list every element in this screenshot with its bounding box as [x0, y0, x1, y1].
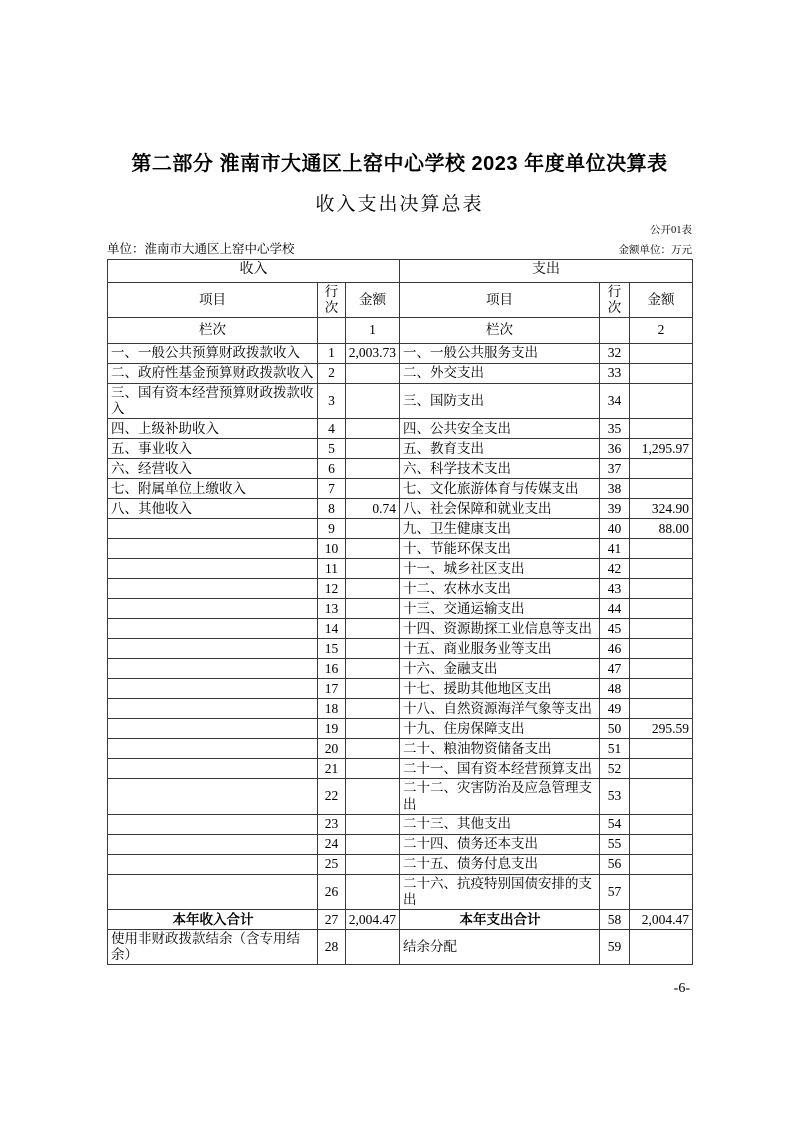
expense-rowno-cell: 35 [600, 419, 630, 439]
expense-item-cell: 十一、城乡社区支出 [400, 559, 600, 579]
income-item-cell [108, 699, 318, 719]
income-rowno-cell: 25 [318, 854, 346, 874]
expense-amount-cell [630, 854, 693, 874]
income-amount-cell [346, 814, 400, 834]
expense-rowno-cell: 49 [600, 699, 630, 719]
expense-item-cell: 十三、交通运输支出 [400, 599, 600, 619]
expense-amount-cell [630, 579, 693, 599]
expense-rowno-col-header: 行次 [600, 282, 630, 317]
income-expense-summary-table [107, 259, 693, 966]
income-amount-cell [346, 739, 400, 759]
expense-rowno-cell: 37 [600, 459, 630, 479]
table-row [108, 834, 693, 854]
expense-amount-cell [630, 419, 693, 439]
income-item-cell [108, 874, 318, 909]
income-rowno-cell: 26 [318, 874, 346, 909]
income-amount-cell [346, 519, 400, 539]
income-amount-cell: 2,004.47 [346, 910, 400, 930]
income-amount-cell [346, 854, 400, 874]
income-item-cell: 三、国有资本经营预算财政拨款收入 [108, 383, 318, 418]
expense-rowno-cell: 33 [600, 363, 630, 383]
table-row [108, 539, 693, 559]
income-item-cell: 本年收入合计 [108, 910, 318, 930]
expense-item-cell: 十六、金融支出 [400, 659, 600, 679]
income-item-cell: 六、经营收入 [108, 459, 318, 479]
table-row [108, 719, 693, 739]
expense-item-cell: 二十、粮油物资储备支出 [400, 739, 600, 759]
income-amount-cell [346, 699, 400, 719]
expense-rowno-cell: 40 [600, 519, 630, 539]
income-amount-cell [346, 559, 400, 579]
income-amount-cell [346, 719, 400, 739]
table-row [108, 579, 693, 599]
expense-item-cell: 二十六、抗疫特别国债安排的支出 [400, 874, 600, 909]
expense-item-cell: 十、节能环保支出 [400, 539, 600, 559]
expense-amount-cell [630, 363, 693, 383]
expense-item-cell: 七、文化旅游体育与传媒支出 [400, 479, 600, 499]
income-item-cell: 五、事业收入 [108, 439, 318, 459]
income-section-header: 收入 [108, 259, 400, 282]
expense-rowno-cell: 43 [600, 579, 630, 599]
income-rowno-cell: 6 [318, 459, 346, 479]
income-item-cell [108, 854, 318, 874]
form-code: 公开01表 [650, 225, 692, 236]
expense-amount-cell [630, 599, 693, 619]
income-amount-cell [346, 419, 400, 439]
document-content [107, 0, 692, 997]
income-amount-cell: 0.74 [346, 499, 400, 519]
expense-rowno-cell: 38 [600, 479, 630, 499]
income-item-cell: 四、上级补助收入 [108, 419, 318, 439]
page-title: 第二部分 淮南市大通区上窑中心学校 2023 年度单位决算表 [131, 153, 668, 175]
table-row [108, 910, 693, 930]
expense-amount-cell [630, 739, 693, 759]
expense-item-cell: 十七、援助其他地区支出 [400, 679, 600, 699]
expense-rowno-cell: 32 [600, 343, 630, 363]
expense-rowno-cell: 56 [600, 854, 630, 874]
expense-amount-cell [630, 874, 693, 909]
expense-rowno-cell: 41 [600, 539, 630, 559]
table-row [108, 739, 693, 759]
income-item-cell [108, 639, 318, 659]
expense-rowno-cell: 39 [600, 499, 630, 519]
income-rowno-cell: 14 [318, 619, 346, 639]
income-amount-cell [346, 874, 400, 909]
expense-amount-cell [630, 343, 693, 363]
income-rowno-cell: 22 [318, 779, 346, 814]
table-row [108, 779, 693, 814]
income-amount-cell: 2,003.73 [346, 343, 400, 363]
expense-amount-cell [630, 479, 693, 499]
income-amount-cell [346, 679, 400, 699]
page-number: -6- [673, 981, 690, 997]
expense-item-cell: 二十五、债务付息支出 [400, 854, 600, 874]
expense-colindex-blank [600, 317, 630, 343]
income-rowno-cell: 4 [318, 419, 346, 439]
income-amount-cell [346, 383, 400, 418]
income-amount-col-header: 金额 [346, 282, 400, 317]
expense-amount-cell: 88.00 [630, 519, 693, 539]
table-row [108, 499, 693, 519]
expense-amount-cell [630, 759, 693, 779]
income-rowno-cell: 2 [318, 363, 346, 383]
expense-item-cell: 本年支出合计 [400, 910, 600, 930]
table-row [108, 419, 693, 439]
expense-item-cell: 十二、农林水支出 [400, 579, 600, 599]
income-item-cell [108, 679, 318, 699]
expense-colindex-label: 栏次 [400, 317, 600, 343]
table-row [108, 343, 693, 363]
expense-section-header: 支出 [400, 259, 693, 282]
expense-amount-cell [630, 619, 693, 639]
income-rowno-cell: 9 [318, 519, 346, 539]
expense-amount-cell [630, 930, 693, 965]
income-item-cell [108, 579, 318, 599]
income-item-cell [108, 814, 318, 834]
income-item-col-header: 项目 [108, 282, 318, 317]
amount-unit-label: 金额单位：万元 [618, 244, 692, 256]
expense-amount-cell [630, 679, 693, 699]
income-rowno-cell: 16 [318, 659, 346, 679]
income-amount-cell [346, 579, 400, 599]
income-item-cell [108, 519, 318, 539]
expense-amount-cell [630, 699, 693, 719]
expense-rowno-cell: 48 [600, 679, 630, 699]
expense-item-cell: 二、外交支出 [400, 363, 600, 383]
expense-rowno-cell: 42 [600, 559, 630, 579]
income-item-cell [108, 619, 318, 639]
income-item-cell [108, 599, 318, 619]
income-item-cell [108, 739, 318, 759]
expense-item-cell: 二十三、其他支出 [400, 814, 600, 834]
table-row [108, 699, 693, 719]
expense-amount-cell [630, 383, 693, 418]
expense-rowno-cell: 58 [600, 910, 630, 930]
table-row [108, 874, 693, 909]
expense-rowno-cell: 54 [600, 814, 630, 834]
income-rowno-cell: 3 [318, 383, 346, 418]
income-rowno-cell: 12 [318, 579, 346, 599]
income-item-cell: 二、政府性基金预算财政拨款收入 [108, 363, 318, 383]
expense-rowno-cell: 45 [600, 619, 630, 639]
column-index-row [108, 317, 693, 343]
expense-rowno-cell: 44 [600, 599, 630, 619]
income-rowno-cell: 5 [318, 439, 346, 459]
income-rowno-cell: 24 [318, 834, 346, 854]
income-rowno-cell: 11 [318, 559, 346, 579]
income-amount-cell [346, 759, 400, 779]
expense-item-cell: 二十四、债务还本支出 [400, 834, 600, 854]
income-item-cell [108, 559, 318, 579]
income-item-cell [108, 779, 318, 814]
income-amount-cell [346, 779, 400, 814]
expense-amount-cell: 324.90 [630, 499, 693, 519]
income-rowno-cell: 19 [318, 719, 346, 739]
income-item-cell [108, 719, 318, 739]
table-row [108, 619, 693, 639]
income-rowno-cell: 20 [318, 739, 346, 759]
expense-amount-cell [630, 639, 693, 659]
income-amount-cell [346, 479, 400, 499]
expense-rowno-cell: 34 [600, 383, 630, 418]
income-amount-cell [346, 539, 400, 559]
table-row [108, 930, 693, 965]
table-row [108, 759, 693, 779]
income-rowno-cell: 15 [318, 639, 346, 659]
expense-amount-cell: 2,004.47 [630, 910, 693, 930]
income-rowno-cell: 10 [318, 539, 346, 559]
expense-rowno-cell: 51 [600, 739, 630, 759]
income-amount-cell [346, 363, 400, 383]
income-rowno-cell: 7 [318, 479, 346, 499]
expense-amount-cell [630, 814, 693, 834]
income-amount-cell [346, 459, 400, 479]
expense-item-cell: 十九、住房保障支出 [400, 719, 600, 739]
table-row [108, 639, 693, 659]
table-row [108, 854, 693, 874]
income-amount-cell [346, 930, 400, 965]
income-rowno-cell: 8 [318, 499, 346, 519]
expense-amount-cell [630, 539, 693, 559]
table-row [108, 459, 693, 479]
income-rowno-cell: 23 [318, 814, 346, 834]
expense-rowno-cell: 53 [600, 779, 630, 814]
income-item-cell [108, 659, 318, 679]
income-amount-cell [346, 659, 400, 679]
expense-rowno-cell: 55 [600, 834, 630, 854]
expense-item-cell: 三、国防支出 [400, 383, 600, 418]
expense-item-cell: 十四、资源勘探工业信息等支出 [400, 619, 600, 639]
expense-amount-cell [630, 779, 693, 814]
income-item-cell [108, 834, 318, 854]
table-row [108, 383, 693, 418]
expense-col-number: 2 [630, 317, 693, 343]
expense-item-cell: 四、公共安全支出 [400, 419, 600, 439]
expense-amount-cell [630, 659, 693, 679]
expense-item-cell: 八、社会保障和就业支出 [400, 499, 600, 519]
expense-item-cell: 六、科学技术支出 [400, 459, 600, 479]
expense-item-cell: 十八、自然资源海洋气象等支出 [400, 699, 600, 719]
income-amount-cell [346, 599, 400, 619]
expense-amount-cell [630, 834, 693, 854]
income-rowno-cell: 17 [318, 679, 346, 699]
table-row [108, 599, 693, 619]
income-item-cell: 一、一般公共预算财政拨款收入 [108, 343, 318, 363]
expense-rowno-cell: 57 [600, 874, 630, 909]
expense-item-col-header: 项目 [400, 282, 600, 317]
table-row [108, 363, 693, 383]
income-item-cell: 使用非财政拨款结余（含专用结余） [108, 930, 318, 965]
expense-amount-cell [630, 459, 693, 479]
unit-name: 单位：淮南市大通区上窑中心学校 [107, 241, 295, 256]
expense-item-cell: 结余分配 [400, 930, 600, 965]
income-item-cell [108, 759, 318, 779]
income-col-number: 1 [346, 317, 400, 343]
expense-item-cell: 二十一、国有资本经营预算支出 [400, 759, 600, 779]
column-header-row [108, 282, 693, 317]
meta-line [107, 239, 692, 257]
expense-rowno-cell: 50 [600, 719, 630, 739]
expense-amount-cell: 1,295.97 [630, 439, 693, 459]
expense-rowno-cell: 36 [600, 439, 630, 459]
income-rowno-cell: 1 [318, 343, 346, 363]
income-rowno-col-header: 行次 [318, 282, 346, 317]
table-row [108, 519, 693, 539]
expense-amount-cell [630, 559, 693, 579]
expense-rowno-cell: 59 [600, 930, 630, 965]
income-amount-cell [346, 639, 400, 659]
income-rowno-cell: 13 [318, 599, 346, 619]
section-header-row [108, 259, 693, 282]
expense-item-cell: 五、教育支出 [400, 439, 600, 459]
income-rowno-cell: 21 [318, 759, 346, 779]
expense-amount-col-header: 金额 [630, 282, 693, 317]
income-amount-cell [346, 439, 400, 459]
table-row [108, 659, 693, 679]
expense-item-cell: 十五、商业服务业等支出 [400, 639, 600, 659]
expense-rowno-cell: 52 [600, 759, 630, 779]
expense-rowno-cell: 47 [600, 659, 630, 679]
expense-amount-cell: 295.59 [630, 719, 693, 739]
table-row [108, 479, 693, 499]
income-rowno-cell: 28 [318, 930, 346, 965]
table-row [108, 559, 693, 579]
income-amount-cell [346, 834, 400, 854]
expense-item-cell: 九、卫生健康支出 [400, 519, 600, 539]
table-row [108, 679, 693, 699]
income-rowno-cell: 18 [318, 699, 346, 719]
expense-item-cell: 二十二、灾害防治及应急管理支出 [400, 779, 600, 814]
income-colindex-blank [318, 317, 346, 343]
expense-rowno-cell: 46 [600, 639, 630, 659]
income-colindex-label: 栏次 [108, 317, 318, 343]
table-row [108, 439, 693, 459]
expense-item-cell: 一、一般公共服务支出 [400, 343, 600, 363]
page-subtitle: 收入支出决算总表 [315, 194, 484, 215]
income-item-cell: 七、附属单位上缴收入 [108, 479, 318, 499]
income-rowno-cell: 27 [318, 910, 346, 930]
income-item-cell: 八、其他收入 [108, 499, 318, 519]
table-row [108, 814, 693, 834]
income-item-cell [108, 539, 318, 559]
income-amount-cell [346, 619, 400, 639]
